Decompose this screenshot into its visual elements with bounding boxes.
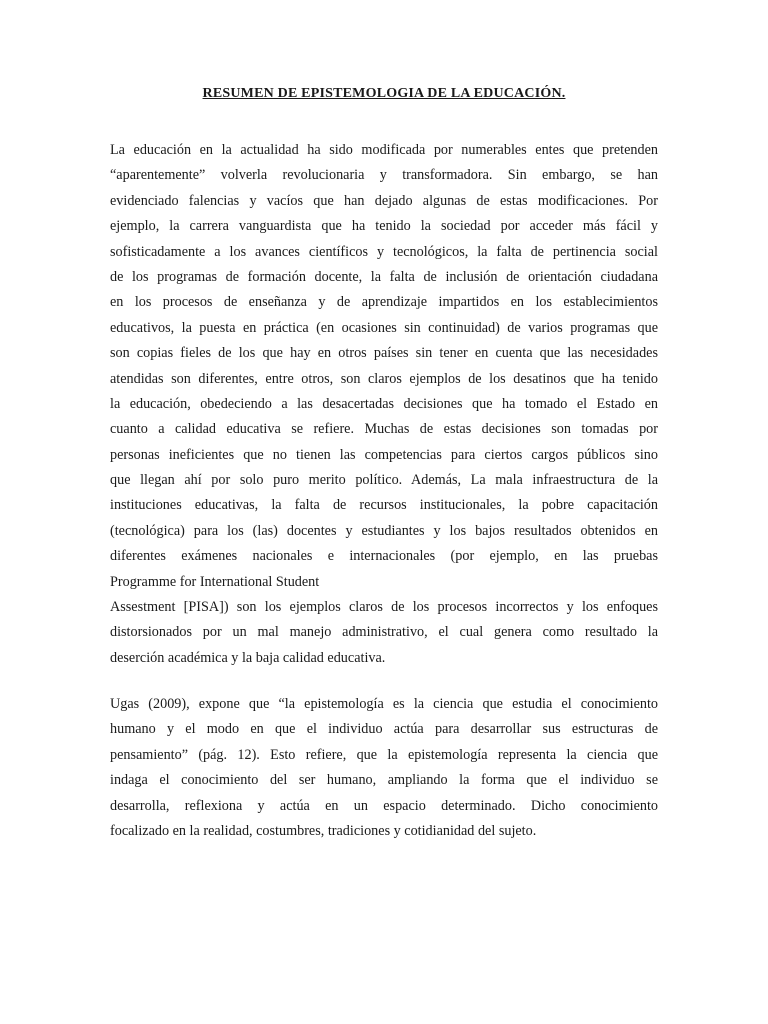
text-line: de los programas de formación docente, la falta de inclusión de orientación ciudadana	[110, 268, 658, 285]
text-line: indaga el conocimiento del ser humano, ampliando la forma que el individuo se	[110, 772, 658, 789]
text-line: educativos, la puesta en práctica (en ocasiones sin continuidad) de varios programas que	[110, 319, 658, 336]
text-line: la educación, obedeciendo a las desacertadas decisiones que ha tomado el Estado en	[110, 395, 658, 412]
text-line: Programme for International Student	[110, 573, 320, 590]
text-line: desarrolla, reflexiona y actúa en un espacio determinado. Dicho conocimiento	[110, 797, 658, 814]
text-line: focalizado en la realidad, costumbres, tradiciones y cotidianidad del sujeto.	[110, 822, 537, 839]
text-line: personas ineficientes que no tienen las competencias para ciertos cargos públicos sino	[110, 446, 658, 463]
text-line: sofisticadamente a los avances científicos y tecnológicos, la falta de pertinencia social	[110, 243, 658, 260]
text-line: La educación en la actualidad ha sido modificada por numerables entes que pretenden	[110, 142, 658, 158]
paragraph-2	[110, 692, 658, 844]
text-line: Ugas (2009), expone que “la epistemología es la ciencia que estudia el conocimiento	[110, 696, 658, 712]
text-line: ejemplo, la carrera vanguardista que ha tenido la sociedad por acceder más fácil y	[110, 218, 658, 235]
text-line: humano y el modo en que el individuo actúa para desarrollar sus estructuras de	[110, 721, 658, 738]
paragraph-1	[110, 138, 658, 671]
text-line: cuanto a calidad educativa se refiere. Muchas de estas decisiones son tomadas por	[110, 421, 658, 438]
text-line: instituciones educativas, la falta de recursos institucionales, la pobre capacitación	[110, 497, 658, 514]
text-line: atendidas son diferentes, entre otros, son claros ejemplos de los desatinos que ha tenido	[110, 370, 658, 387]
text-line: que llegan ahí por solo puro merito político. Además, La mala infraestructura de la	[110, 472, 658, 489]
text-line: en los procesos de enseñanza y de aprendizaje impartidos en los establecimientos	[110, 294, 658, 311]
text-line: distorsionados por un mal manejo administrativo, el cual genera como resultado la	[110, 624, 658, 641]
text-line: evidenciado falencias y vacíos que han dejado algunas de estas modificaciones. Por	[110, 192, 658, 209]
document-title: RESUMEN DE EPISTEMOLOGIA DE LA EDUCACIÓN.	[202, 86, 566, 101]
text-line: son copias fieles de los que hay en otros países sin tener en cuenta que las necesidades	[110, 345, 658, 362]
text-line: pensamiento” (pág. 12). Esto refiere, que la epistemología representa la ciencia que	[110, 746, 658, 763]
text-line: (tecnológica) para los (las) docentes y estudiantes y los bajos resultados obtenidos en	[110, 522, 658, 539]
text-line: deserción académica y la baja calidad educativa.	[110, 649, 386, 666]
text-line: diferentes exámenes nacionales e internacionales (por ejemplo, en las pruebas	[110, 548, 658, 565]
text-line: “aparentemente” volverla revolucionaria y transformadora. Sin embargo, se han	[110, 167, 658, 184]
text-line: Assestment [PISA]) son los ejemplos claros de los procesos incorrectos y los enfoques	[110, 599, 658, 616]
